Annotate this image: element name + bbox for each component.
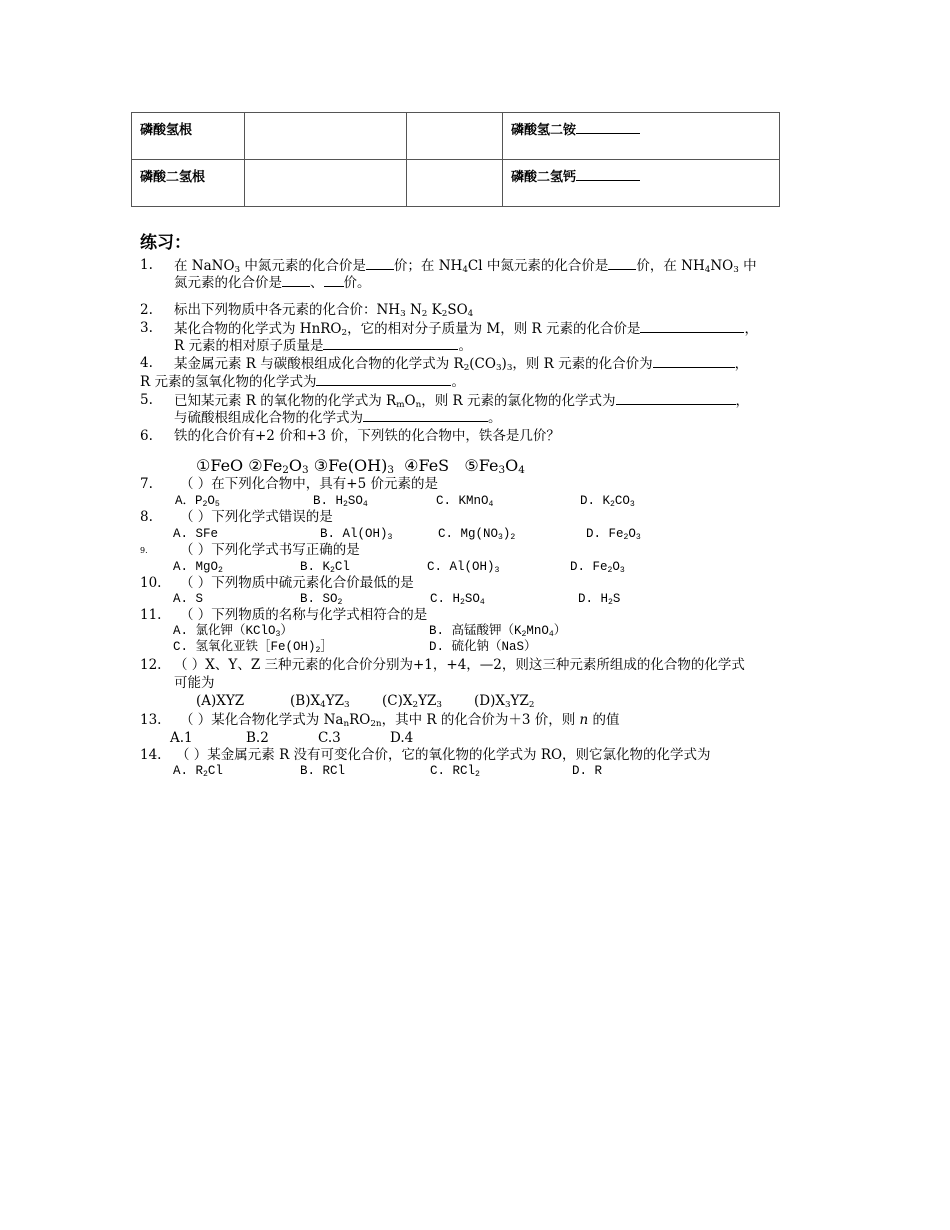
option-c: C. $H_2SO_4$ [430,592,485,607]
option-b: B. 高锰酸钾$(K_2MnO_4)$ [429,624,567,639]
option-b: $(B)X_4YZ_3$ [290,693,350,710]
question-number: 4. [140,355,153,371]
question-3-line-2: R 元素的相对原子质量是 。 [174,338,472,354]
section-title: 练习： [140,233,191,253]
question-number: 13. [140,712,162,728]
option-a: A. 氯化钾（KClO$_3$） [173,624,293,639]
question-number: 1. [140,257,153,273]
question-number: 9. [140,546,148,555]
question-number: 14. [140,747,162,763]
option-c: C. $Mg(NO_3)_2$ [438,527,516,542]
option-c: C. KMnO$_4$ [436,494,494,509]
option-b: B. $K_2Cl$ [300,560,350,575]
question-10: （ ）下列物质中硫元素化合价最低的是 [180,575,414,591]
fill-blank [576,133,640,134]
question-number: 8. [140,509,153,525]
fill-blank [576,180,640,181]
table-cell: 磷酸氢根 [132,113,245,160]
option-c: C. $Al(OH)_3$ [427,560,500,575]
option-b: B. $Al(OH)_3$ [320,527,393,542]
question-12-line-2: 可能为 [174,675,215,691]
question-1-line-2: 氮元素的化合价是 、 价。 [174,275,371,291]
cell-text: 磷酸氢二铵 [511,123,577,138]
table-row [132,113,780,160]
question-number: 2. [140,302,153,318]
question-number: 7. [140,476,153,492]
option-b: B. RCl [300,764,346,778]
option-a: A. S [173,592,204,606]
question-6: 铁的化合价有+2 价和+3 价，下列铁的化合物中，铁各是几价？ [174,428,560,444]
option-d: D. $H_2S$ [578,592,621,607]
option-c: C. RCl$_2$ [430,764,480,779]
option-a: A．$P_2O_5$ [175,494,220,509]
table-cell [407,160,503,207]
question-4: 某金属元素 R 与碳酸根组成化合物的化学式为 $R_2(CO_3)_3$，则 R 元素的化合价为 ， [174,356,749,373]
cell-text: 磷酸二氢钙 [511,170,577,185]
option-b: B. $SO_2$ [300,592,343,607]
table-cell [245,160,407,207]
option-d: D. R [572,764,603,778]
question-number: 3. [140,320,153,336]
table-cell [503,113,780,160]
option-a: A. $R_2Cl$ [173,764,223,779]
table-cell [503,160,780,207]
question-5: 已知某元素 R 的氧化物的化学式为 $R_mO_n$，则 R 元素的氯化物的化学式为 ， [174,393,749,410]
question-6-compounds: ①FeO $②Fe_2O_3$ $③Fe(OH)_3$ ④FeS $⑤Fe_3O_4$ [196,456,525,476]
question-8: （ ）下列化学式错误的是 [180,509,333,525]
table-row [132,160,780,207]
question-7: （ ）在下列化合物中，具有+5 价元素的是 [180,476,438,492]
question-13: （ ）某化合物化学式为 $Na_nRO_{2n}$，其中 R 的化合价为＋3 价，则 n 的值 [180,712,620,729]
option-d: D. $Fe_2O_3$ [586,527,641,542]
option-d: $(D)X_3YZ_2$ [474,693,535,710]
question-number: 11. [140,607,162,623]
question-1: 在 NaNO$_3$ 中氮元素的化合价是 价；在 $NH_4Cl$ 中氮元素的化合价是 价，在 $NH_4NO_3$ 中 [174,258,757,275]
question-12: （ ）X、Y、Z 三种元素的化合价分别为+1，+4，—2，则这三种元素所组成的化合物的化学式 [174,657,745,673]
question-9: （ ）下列化学式书写正确的是 [180,542,360,558]
question-11: （ ）下列物质的名称与化学式相符合的是 [180,607,428,623]
question-2: 标出下列物质中各元素的化合价：$NH_3$ $N_2$ $K_2SO_4$ [174,302,474,319]
option-b: B.2 [246,730,269,746]
option-a: A. SFe [173,527,219,541]
phosphate-table [131,112,780,207]
question-number: 10. [140,575,162,591]
question-5-line-2: 与硫酸根组成化合物的化学式为 。 [174,410,502,426]
table-cell [245,113,407,160]
question-14: （ ）某金属元素 R 没有可变化合价，它的氧化物的化学式为 RO，则它氯化物的化学式为 [176,747,711,763]
option-a: A. MgO$_2$ [173,560,223,575]
option-b: B. $H_2SO_4$ [313,494,368,509]
option-d: D.4 [390,730,414,746]
table-cell: 磷酸二氢根 [132,160,245,207]
question-number: 5. [140,392,153,408]
question-3: 某化合物的化学式为 HnRO$_2$，它的相对分子质量为 M，则 R 元素的化合价是 ， [174,321,758,338]
table-cell [407,113,503,160]
question-4-line-2: R 元素的氢氧化物的化学式为 。 [140,374,465,390]
option-c: C. 氢氧化亚铁$[Fe(OH)_2]$ [173,640,333,655]
question-number: 6. [140,428,153,444]
option-c: C.3 [318,730,341,746]
option-c: $(C)X_2YZ_3$ [382,693,442,710]
option-d: D. $Fe_2O_3$ [570,560,625,575]
option-a: (A)XYZ [196,693,245,709]
option-d: D. $K_2CO_3$ [580,494,635,509]
option-a: A.1 [170,730,193,746]
question-number: 12. [140,657,162,673]
option-d: D. 硫化钠（NaS） [429,640,537,654]
